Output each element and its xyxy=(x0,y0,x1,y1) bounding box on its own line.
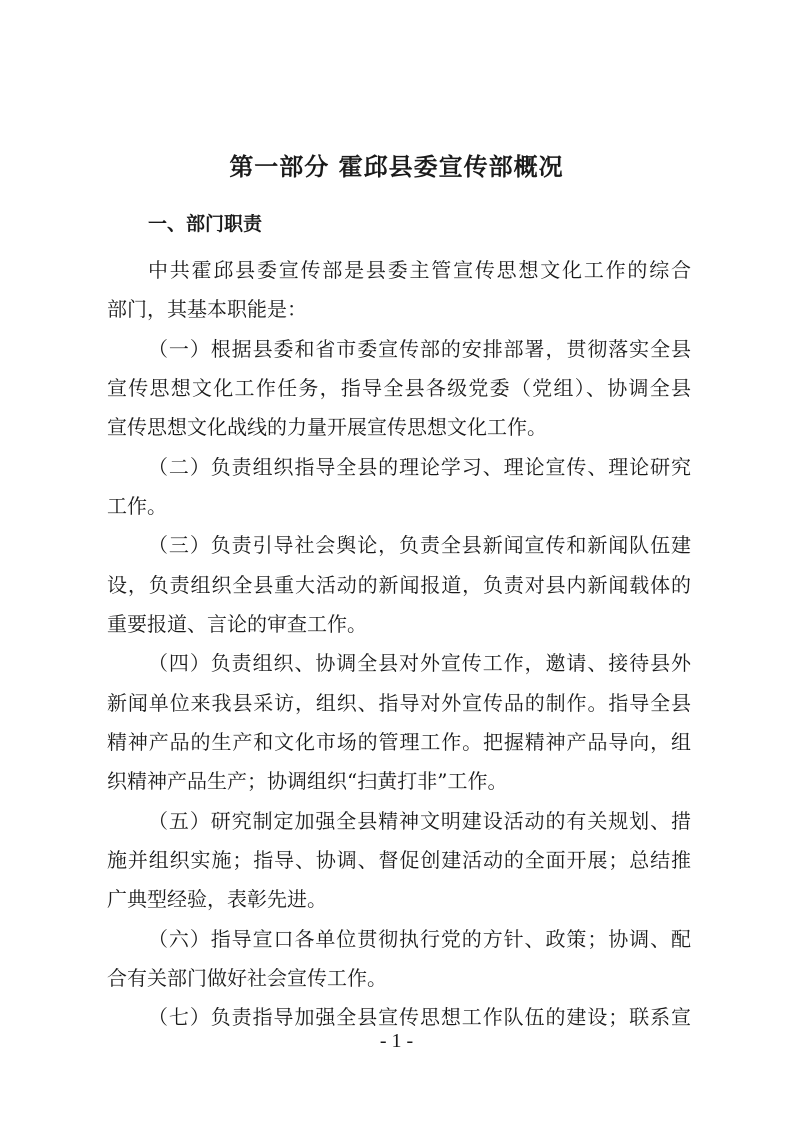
paragraph-line: （一）根据县委和省市委宣传部的安排部署，贯彻落实全县 xyxy=(148,337,691,361)
paragraph-line: 精神产品的生产和文化市场的管理工作。把握精神产品导向，组 xyxy=(107,730,691,754)
paragraph-line: （二）负责组织指导全县的理论学习、理论宣传、理论研究 xyxy=(148,455,691,479)
page-number: - 1 - xyxy=(379,1030,414,1052)
paragraph-line: 工作。 xyxy=(107,494,167,518)
paragraph-line: 新闻单位来我县采访，组织、指导对外宣传品的制作。指导全县 xyxy=(107,691,691,715)
paragraph-line: （六）指导宣口各单位贯彻执行党的方针、政策；协调、配 xyxy=(148,927,691,951)
paragraph-line: 施并组织实施；指导、协调、督促创建活动的全面开展；总结推 xyxy=(107,848,691,872)
paragraph-line: 宣传思想文化工作任务，指导全县各级党委（党组）、协调全县 xyxy=(107,376,691,400)
paragraph-line: 合有关部门做好社会宣传工作。 xyxy=(107,966,387,990)
paragraph-line: （五）研究制定加强全县精神文明建设活动的有关规划、措 xyxy=(148,809,691,833)
paragraph-line: 织精神产品生产；协调组织“扫黄打非”工作。 xyxy=(107,769,508,793)
paragraph-line: （七）负责指导加强全县宣传思想工作队伍的建设；联系宣 xyxy=(148,1005,691,1029)
paragraph-line: （三）负责引导社会舆论，负责全县新闻宣传和新闻队伍建 xyxy=(148,533,691,557)
page-title: 第一部分 霍邱县委宣传部概况 xyxy=(229,152,564,181)
paragraph-line: （四）负责组织、协调全县对外宣传工作，邀请、接待县外 xyxy=(148,651,691,675)
paragraph-line: 中共霍邱县委宣传部是县委主管宣传思想文化工作的综合 xyxy=(148,258,691,282)
paragraph-line: 广典型经验，表彰先进。 xyxy=(107,887,327,911)
paragraph-line: 设，负责组织全县重大活动的新闻报道，负责对县内新闻载体的 xyxy=(107,573,691,597)
paragraph-line: 宣传思想文化战线的力量开展宣传思想文化工作。 xyxy=(107,415,547,439)
paragraph-line: 部门，其基本职能是： xyxy=(107,297,307,321)
paragraph-line: 重要报道、言论的审查工作。 xyxy=(107,612,367,636)
section-heading: 一、部门职责 xyxy=(148,213,263,235)
